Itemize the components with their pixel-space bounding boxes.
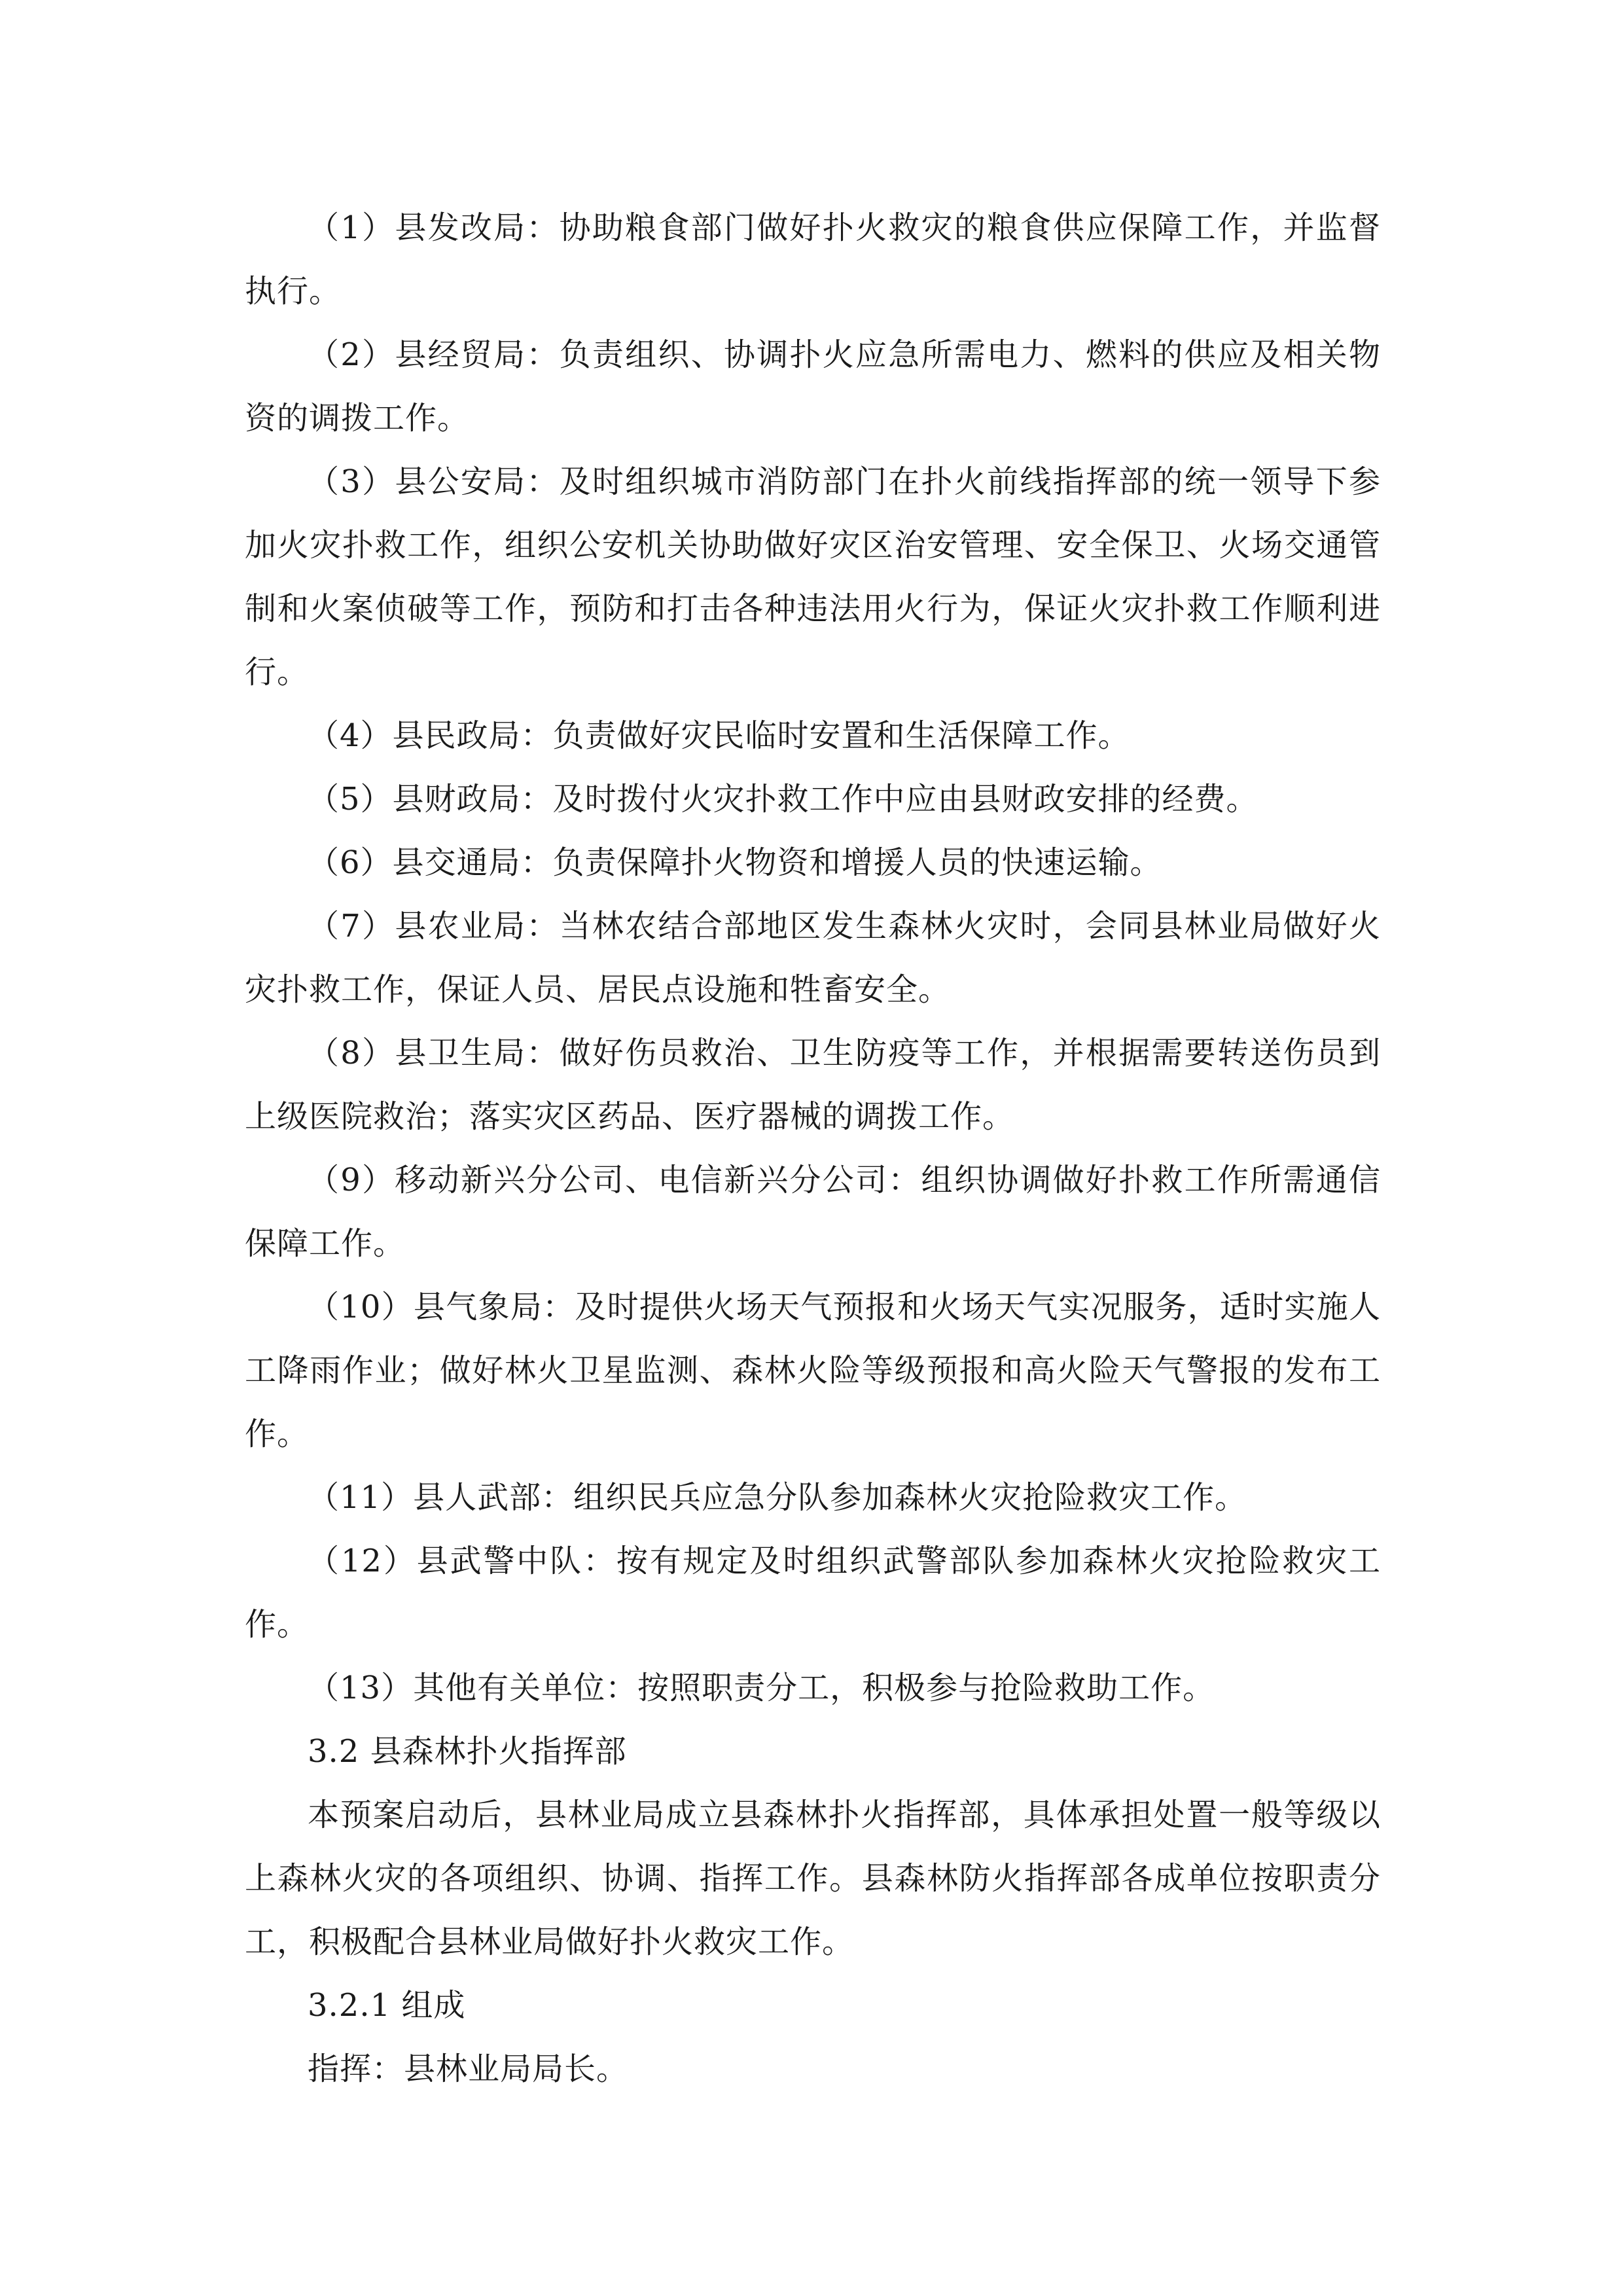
- paragraph-gongan: （3）县公安局：及时组织城市消防部门在扑火前线指挥部的统一领导下参加火灾扑救工作，组织公安机关协助做好灾区治安管理、安全保卫、火场交通管制和火案侦破等工作，预防和打击各种违法用火行为，保证火灾扑救工作顺利进行。: [245, 463, 1381, 691]
- paragraph-qita: （13）其他有关单位：按照职责分工，积极参与抢险救助工作。: [308, 1670, 1215, 1706]
- section-3-2-1-heading: 3.2.1 组成: [308, 1987, 466, 2024]
- paragraph-minzheng: （4）县民政局：负责做好灾民临时安置和生活保障工作。: [308, 717, 1130, 754]
- paragraph-weisheng: （8）县卫生局：做好伤员救治、卫生防疫等工作，并根据需要转送伤员到上级医院救治；落实灾区药品、医疗器械的调拨工作。: [245, 1035, 1381, 1135]
- paragraph-jiaotong: （6）县交通局：负责保障扑火物资和增援人员的快速运输。: [308, 844, 1162, 881]
- paragraph-jingmao: （2）县经贸局：负责组织、协调扑火应急所需电力、燃料的供应及相关物资的调拨工作。: [245, 336, 1381, 437]
- paragraph-nongye: （7）县农业局：当林农结合部地区发生森林火灾时，会同县林业局做好火灾扑救工作，保证人员、居民点设施和牲畜安全。: [245, 908, 1381, 1008]
- paragraph-telecom: （9）移动新兴分公司、电信新兴分公司：组织协调做好扑救工作所需通信保障工作。: [245, 1162, 1381, 1262]
- section-3-2-1-body: 指挥：县林业局局长。: [308, 2051, 629, 2087]
- paragraph-fagai: （1）县发改局：协助粮食部门做好扑火救灾的粮食供应保障工作，并监督执行。: [245, 209, 1381, 310]
- section-3-2-body: 本预案启动后，县林业局成立县森林扑火指挥部，具体承担处置一般等级以上森林火灾的各项组织、协调、指挥工作。县森林防火指挥部各成单位按职责分工，积极配合县林业局做好扑火救灾工作。: [245, 1797, 1381, 1960]
- paragraph-qixiang: （10）县气象局：及时提供火场天气预报和火场天气实况服务，适时实施人工降雨作业；做好林火卫星监测、森林火险等级预报和高火险天气警报的发布工作。: [245, 1289, 1381, 1452]
- section-3-2-heading: 3.2 县森林扑火指挥部: [308, 1733, 627, 1770]
- paragraph-caizheng: （5）县财政局：及时拨付火灾扑救工作中应由县财政安排的经费。: [308, 781, 1258, 817]
- paragraph-renwu: （11）县人武部：组织民兵应急分队参加森林火灾抢险救灾工作。: [308, 1479, 1247, 1516]
- paragraph-wujing: （12）县武警中队：按有规定及时组织武警部队参加森林火灾抢险救灾工作。: [245, 1543, 1381, 1643]
- document-body: [245, 196, 1381, 2101]
